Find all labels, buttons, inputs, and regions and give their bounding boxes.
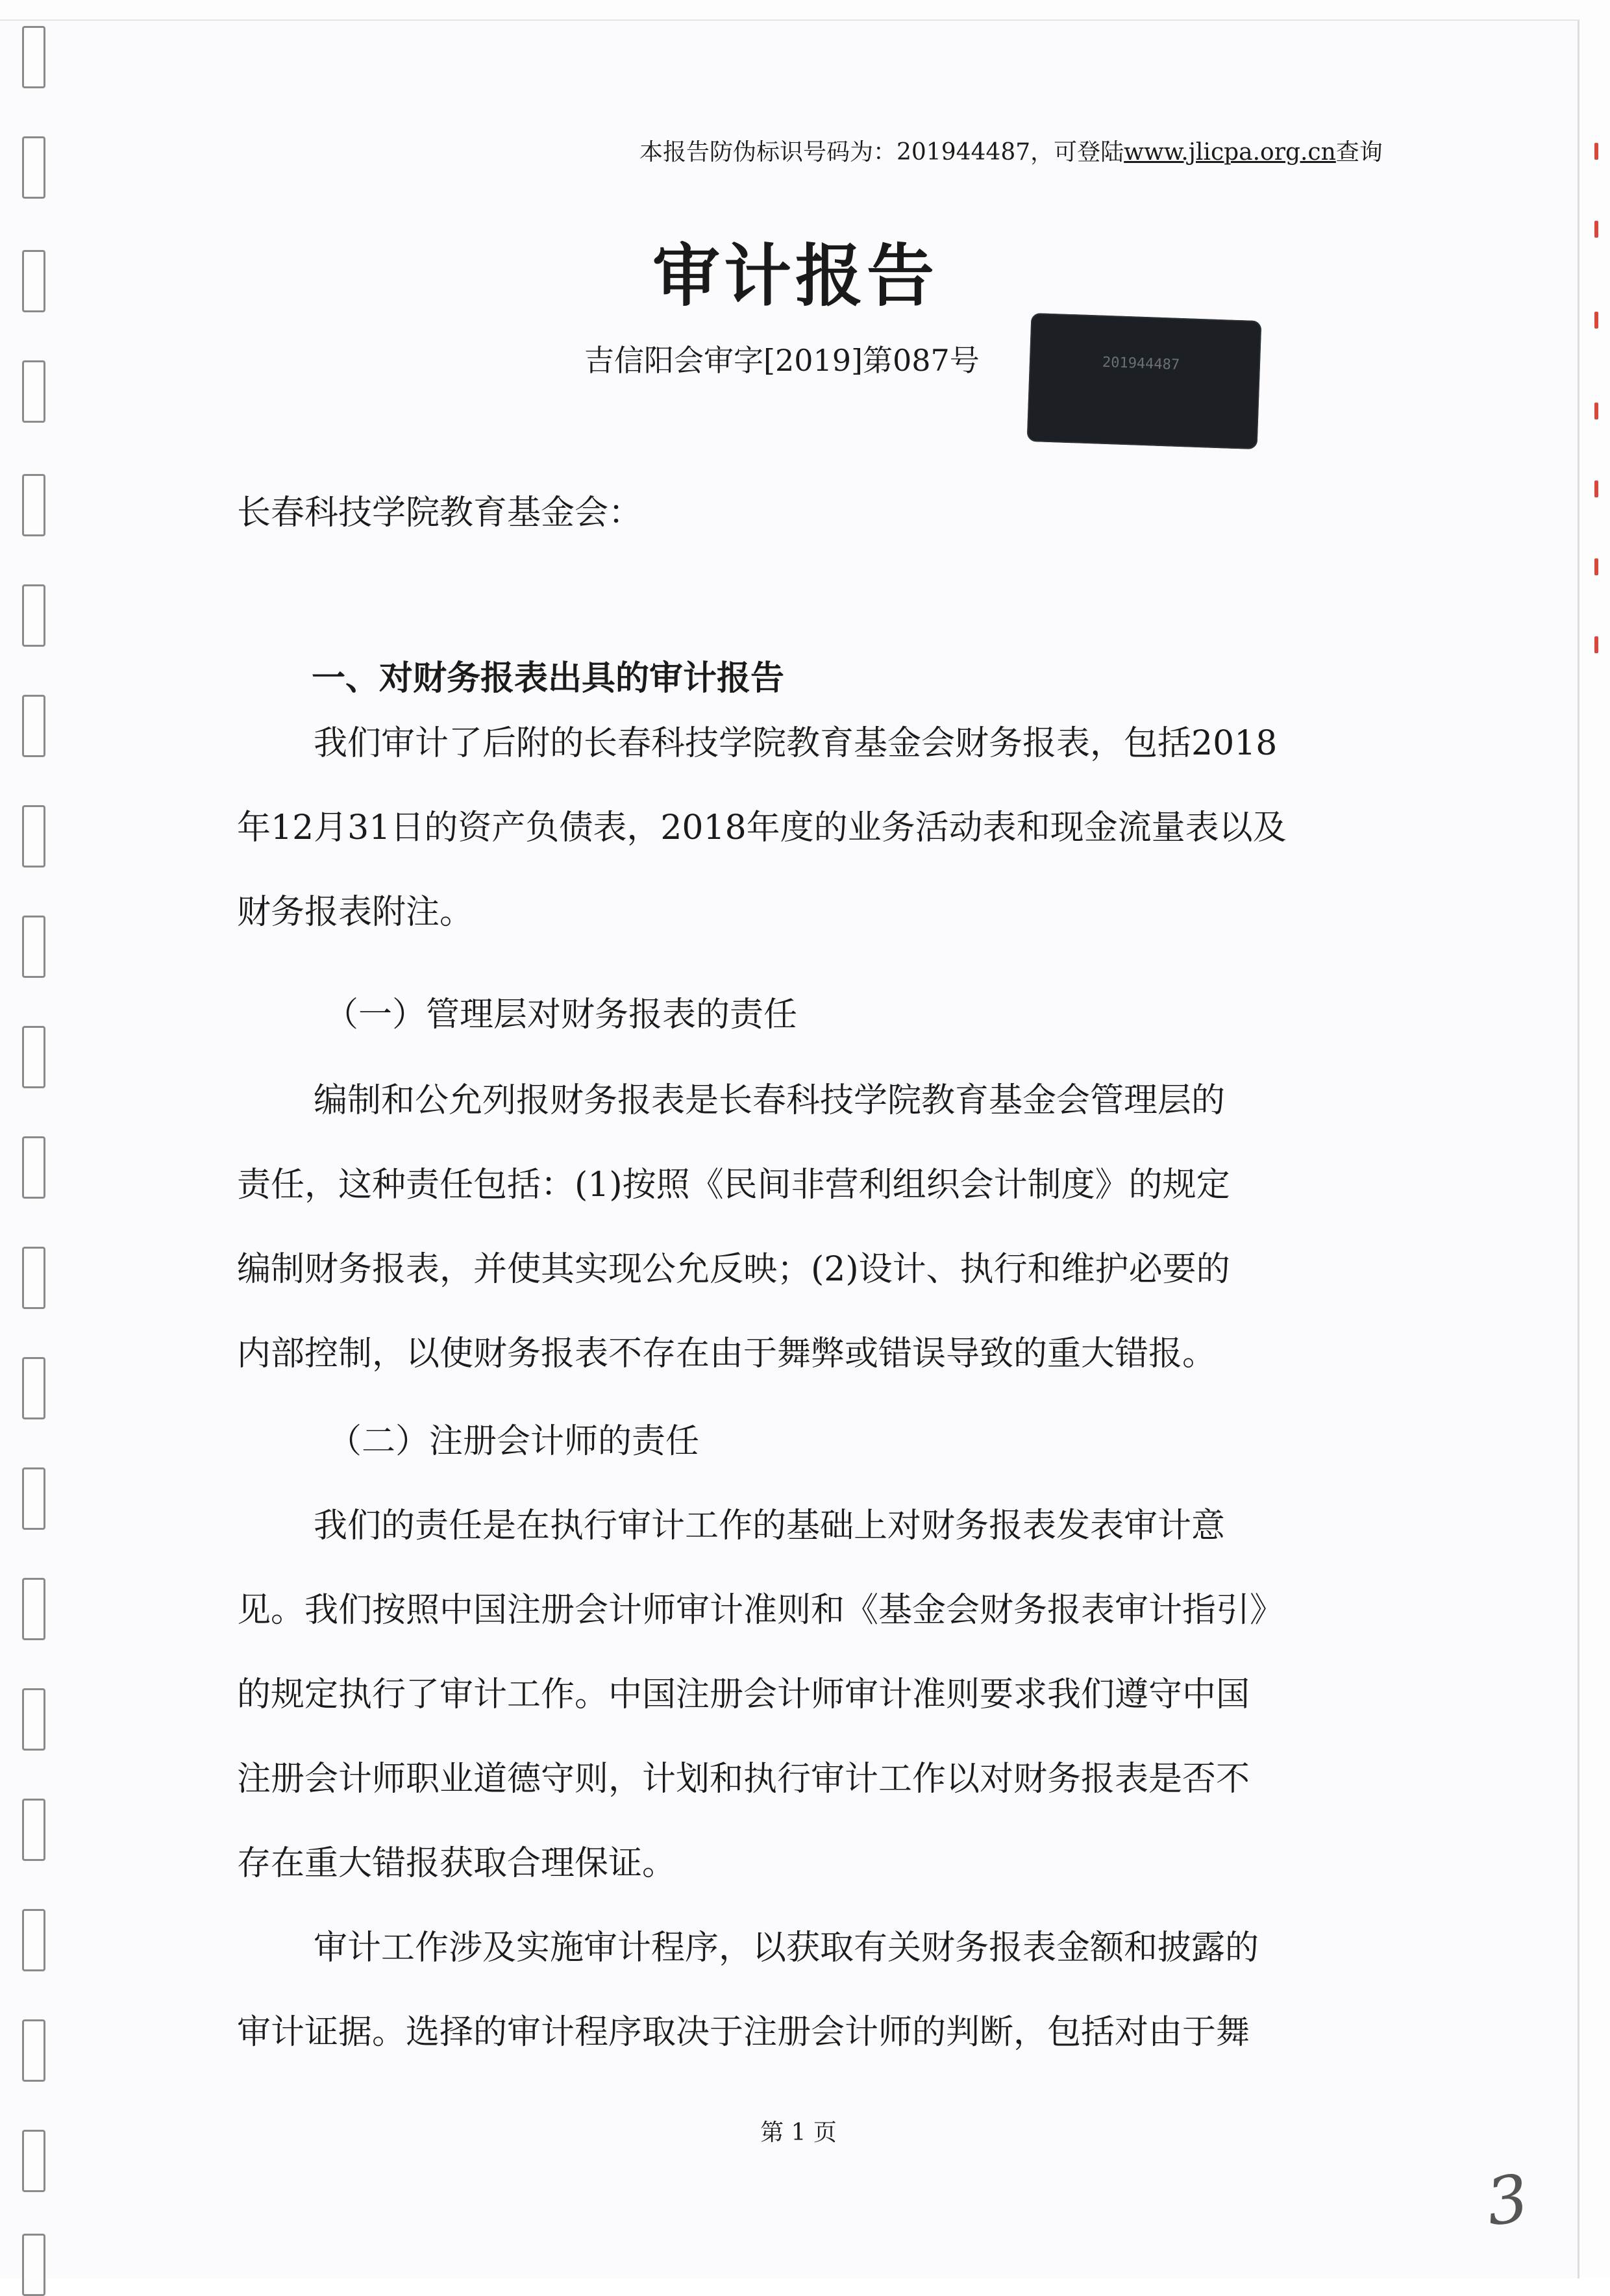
section-heading: 一、对财务报表出具的审计报告 [312,658,785,698]
sticker-code: 201944487 [1102,354,1180,373]
subsection-heading: （一）管理层对财务报表的责任 [325,995,798,1034]
seal-edge-mark [1594,636,1598,653]
binding-hole [22,1467,45,1530]
handwritten-page-mark: 3 [1481,2160,1533,2241]
verification-link[interactable]: www.jlicpa.org.cn [1124,139,1336,166]
seal-edge-mark [1594,312,1598,329]
paragraph-line: 我们的责任是在执行审计工作的基础上对财务报表发表审计意 [314,1506,1226,1545]
binding-hole [22,360,45,423]
binding-hole [22,1688,45,1751]
subsection-heading: （二）注册会计师的责任 [328,1422,700,1461]
page-number: 第 1 页 [760,2119,837,2146]
binding-hole [22,584,45,647]
paragraph-line: 的规定执行了审计工作。中国注册会计师审计准则要求我们遵守中国 [237,1675,1250,1714]
seal-edge-mark [1594,221,1598,238]
paragraph-line: 见。我们按照中国注册会计师审计准则和《基金会财务报表审计指引》 [237,1591,1284,1630]
paragraph-line: 注册会计师职业道德守则，计划和执行审计工作以对财务报表是否不 [237,1760,1250,1799]
binding-hole [22,916,45,978]
page-title: 审计报告 [652,236,938,316]
seal-edge-mark [1594,480,1598,497]
seal-edge-mark [1594,558,1598,575]
paragraph-line: 审计工作涉及实施审计程序，以获取有关财务报表金额和披露的 [314,1928,1259,1967]
binding-hole [22,2019,45,2082]
binding-hole [22,1247,45,1309]
audit-procedures-paragraph [237,1922,1360,2091]
binding-hole [22,136,45,199]
binding-hole [22,695,45,757]
addressee: 长春科技学院教育基金会： [237,493,643,532]
binding-hole [22,805,45,867]
anti-fake-suffix: 查询 [1335,139,1383,166]
binding-holes [19,26,52,2273]
paragraph-line: 编制财务报表，并使其实现公允反映；(2)设计、执行和维护必要的 [237,1250,1230,1289]
paragraph-line: 财务报表附注。 [237,893,474,932]
binding-hole [22,1026,45,1088]
binding-hole [22,1136,45,1199]
binding-hole [22,2234,45,2296]
binding-hole [22,1578,45,1640]
binding-hole [22,474,45,536]
binding-hole [22,1909,45,1971]
anti-counterfeit-notice [639,136,1383,169]
paragraph-line: 责任，这种责任包括：(1)按照《民间非营利组织会计制度》的规定 [237,1166,1230,1204]
anti-counterfeit-sticker [1027,313,1262,449]
auditor-responsibility-paragraph [237,1500,1360,1922]
paragraph-line: 存在重大错报获取合理保证。 [237,1844,676,1883]
seal-edge-marks [1578,143,1604,727]
paragraph-line: 审计证据。选择的审计程序取决于注册会计师的判断，包括对由于舞 [237,2013,1250,2052]
seal-edge-mark [1594,403,1598,419]
report-number: 吉信阳会审字[2019]第087号 [584,343,980,378]
management-responsibility-paragraph [237,1075,1360,1412]
intro-paragraph [237,718,1360,971]
binding-hole [22,1357,45,1419]
binding-hole [22,1799,45,1861]
seal-edge-mark [1594,143,1598,160]
paragraph-line: 编制和公允列报财务报表是长春科技学院教育基金会管理层的 [314,1081,1226,1120]
paragraph-line: 我们审计了后附的长春科技学院教育基金会财务报表，包括2018 [314,724,1278,763]
anti-fake-prefix: 本报告防伪标识号码为：201944487，可登陆 [639,139,1124,166]
paragraph-line: 年12月31日的资产负债表，2018年度的业务活动表和现金流量表以及 [237,808,1287,847]
binding-hole [22,26,45,88]
paragraph-line: 内部控制，以使财务报表不存在由于舞弊或错误导致的重大错报。 [237,1334,1217,1373]
